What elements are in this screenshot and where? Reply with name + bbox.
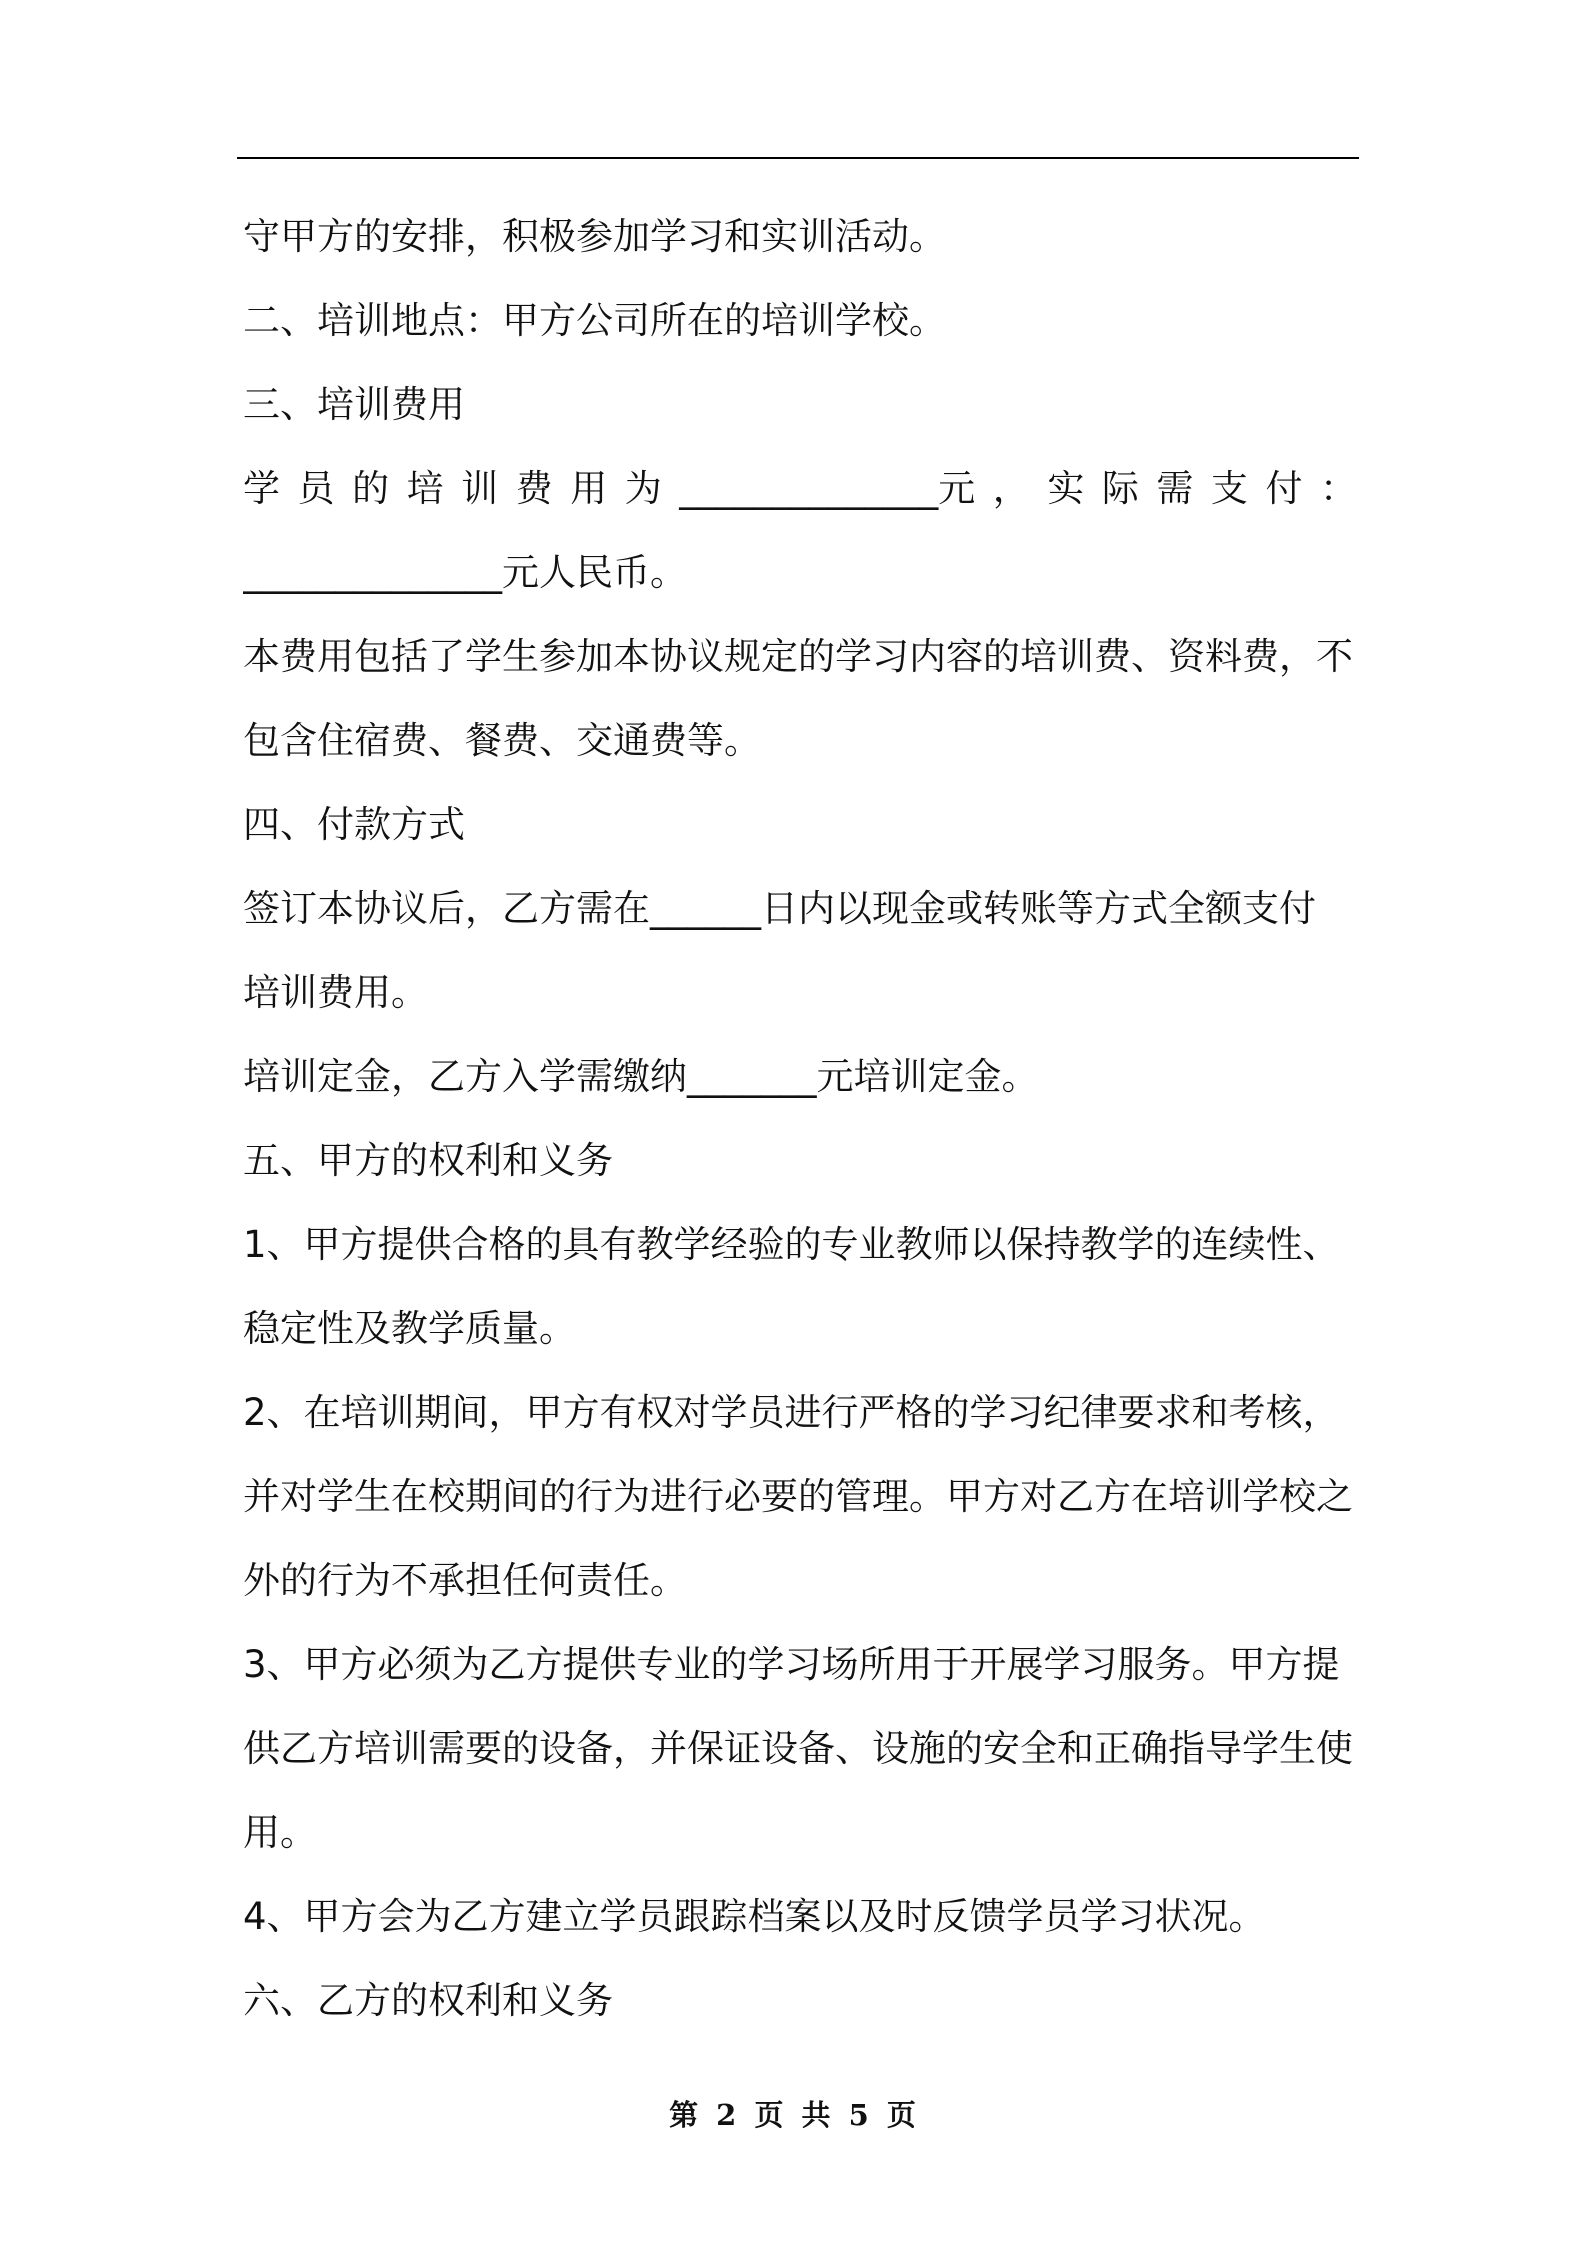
fee-amount-char: 需: [1156, 467, 1194, 510]
fee-amount-char: ：: [1319, 467, 1357, 510]
fee-amount-char: 费: [515, 467, 553, 510]
body-line: 1、甲方提供合格的具有教学经验的专业教师以保持教学的连续性、: [243, 1223, 1340, 1266]
body-line: 本费用包括了学生参加本协议规定的学习内容的培训费、资料费，不: [243, 635, 1353, 678]
section-heading-fees: 三、培训费用: [243, 383, 465, 426]
fee-amount-char: 为: [624, 467, 662, 510]
section-heading-payment: 四、付款方式: [243, 803, 465, 846]
section-heading-location: 二、培训地点：甲方公司所在的培训学校。: [243, 299, 946, 342]
body-line: 用。: [243, 1811, 317, 1854]
fee-amount-char: ，: [992, 467, 1030, 510]
fee-amount-char: 训: [461, 467, 499, 510]
fee-amount-char: 员: [297, 467, 335, 510]
page-number: 第 2 页 共 5 页: [669, 2098, 917, 2132]
body-line: 培训定金，乙方入学需缴纳_______元培训定金。: [243, 1055, 1039, 1098]
body-line: 稳定性及教学质量。: [243, 1307, 576, 1350]
fee-amount-char: 支: [1210, 467, 1248, 510]
fee-amount-char: 付: [1265, 467, 1303, 510]
body-line: 培训费用。: [243, 971, 428, 1014]
body-line: 包含住宿费、餐费、交通费等。: [243, 719, 761, 762]
section-heading-party-b: 六、乙方的权利和义务: [243, 1979, 613, 2022]
fee-amount-char: 际: [1101, 467, 1139, 510]
fee-amount-char: 实: [1047, 467, 1085, 510]
header-rule: [237, 157, 1359, 159]
body-line: 守甲方的安排，积极参加学习和实训活动。: [243, 215, 946, 258]
body-line: 4、甲方会为乙方建立学员跟踪档案以及时反馈学员学习状况。: [243, 1895, 1266, 1938]
body-line: 2、在培训期间，甲方有权对学员进行严格的学习纪律要求和考核，: [243, 1391, 1340, 1434]
fee-amount-char: 学: [243, 467, 280, 510]
body-line: 签订本协议后，乙方需在______日内以现金或转账等方式全额支付: [243, 887, 1316, 930]
body-line: 供乙方培训需要的设备，并保证设备、设施的安全和正确指导学生使: [243, 1727, 1353, 1770]
actual-payment-line: ______________元人民币。: [243, 551, 687, 594]
body-line: 外的行为不承担任何责任。: [243, 1559, 687, 1602]
section-heading-party-a: 五、甲方的权利和义务: [243, 1139, 613, 1182]
fee-amount-blank: ______________元: [679, 467, 976, 510]
fee-amount-char: 培: [406, 467, 444, 510]
fee-amount-char: 用: [570, 467, 608, 510]
fee-amount-line: [243, 447, 1357, 531]
body-line: 3、甲方必须为乙方提供专业的学习场所用于开展学习服务。甲方提: [243, 1643, 1340, 1686]
body-line: 并对学生在校期间的行为进行必要的管理。甲方对乙方在培训学校之: [243, 1475, 1353, 1518]
document-body: [243, 195, 1357, 2043]
fee-amount-char: 的: [352, 467, 390, 510]
